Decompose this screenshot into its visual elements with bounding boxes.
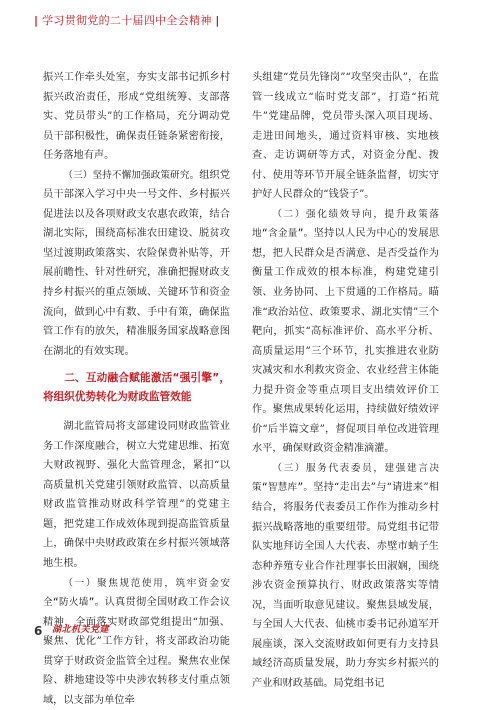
paragraph — [43, 574, 230, 710]
left-column — [43, 68, 230, 710]
section-heading: 二、互动融合赋能激活“强引擎”，将组织优势转化为财政监管效能 — [43, 372, 230, 404]
paragraph-body: 坚持“走出去”与“请进来”相结合，将服务代表委员工作作为推动乡村振兴战略落地的重要纽带。局党组书记带队实地拜访全国人大代表、赤壁市蚋子生态种养殖专业合作社理事长田淑娴，围绕涉农资金预算执行、财政政策落实等情况，当面听取意见建议。聚焦县域发展，与全国人大代表、仙桃市委书记孙道军开展座谈，深入交流财政如何更有力支持县域经济高质量发展，助力夯实乡村振兴的产业和财政基础。局党组书记 — [252, 482, 439, 689]
paragraph-body: 认真贯彻全国财政工作会议精神，全面落实财政部党组提出“加强、聚焦、优化”工作方针，将支部政治功能贯穿于财政资金监管全过程。聚焦农业保险、耕地建设等中央涉农转移支付重点领域，以支部为单位牵 — [43, 597, 231, 706]
page-footer — [34, 620, 110, 639]
paragraph — [252, 205, 439, 459]
header-bar-left: | — [34, 14, 39, 27]
subheading: （二）强化绩效导向，提升政策落地“含金量”。 — [252, 208, 439, 240]
subheading: （三）坚持不懈加强政策研究。 — [63, 169, 200, 181]
paragraph: 振兴工作牵头处室，夯实支部书记抓乡村振兴政治责任，形成“党组统筹、支部落实、党员带头”的工作格局，充分调动党员干部积极性，确保责任链条紧密衔接，任务落地有声。 — [43, 72, 230, 162]
paragraph: 头组建“党员先锋岗”“攻坚突击队”，在监管一线成立“临时党支部”，打造“拓荒牛”党建品牌，党员带头深入项目现场、走进田间地头，通过资料审核、实地核查、走访调研等方式，对资金分配、拨付、使用等环节开展全链条监督，切实守护好人民群众的“钱袋子”。 — [252, 72, 439, 201]
page-number: 6 — [34, 624, 43, 638]
paragraph: 湖北监管局将支部建设同财政监管业务工作深度融合，树立大党建思维、拓宽大财政视野、强化大监管理念，紧扣“以高质量机关党建引领财政监管、以高质量财政监管推动财政科学管理”的党建主题，把党建工作成效体现到提高监管质量上，确保中央财政政策在乡村振兴领域落地生根。 — [43, 421, 230, 570]
subheading: （一）聚焦规范使用，筑牢资金安全“防火墙”。 — [43, 577, 230, 609]
paragraph — [252, 459, 439, 694]
header-title: 学习贯彻党的二十届四中全会精神 — [42, 14, 212, 27]
running-header — [34, 12, 220, 28]
magazine-logo: 湖北机关党建 — [52, 625, 110, 635]
right-column — [252, 68, 439, 694]
header-bar-right: | — [215, 14, 220, 27]
paragraph-body: 组织党员干部深入学习中央一号文件、乡村振兴促进法以及各项财政支农惠农政策，结合湖北实际，围绕高标准农田建设、脱贫攻坚过渡期政策落实、农险保费补贴等，开展前瞻性、针对性研究，准确把握财政支持乡村振兴的重点领域、关键环节和资金流向，做到心中有数、手中有策，确保监管工作有的放矢，精准服务国家战略意图在湖北的有效实现。 — [43, 169, 231, 357]
paragraph-body: 坚持以人民为中心的发展思想，把人民群众是否满意、是否受益作为衡量工作成效的根本标准，构建党建引领、业务协同、上下贯通的工作格局。瞄准“政治站位、政策要求、湖北实情”三个靶向，抓实“高标准评价、高水平分析、高质量运用”三个环节，扎实推进农业防灾减灾和水利救灾资金、农业经营主体能力提升资金等重点项目支出绩效评价工作。聚焦成果转化运用，持续做好绩效评价“后半篇文章”，督促项目单位改进管理水平，确保财政资金精准滴灌。 — [252, 228, 440, 455]
paragraph — [43, 166, 230, 361]
subheading: （三）服务代表委员，建强建言决策“智慧库”。 — [252, 462, 439, 494]
